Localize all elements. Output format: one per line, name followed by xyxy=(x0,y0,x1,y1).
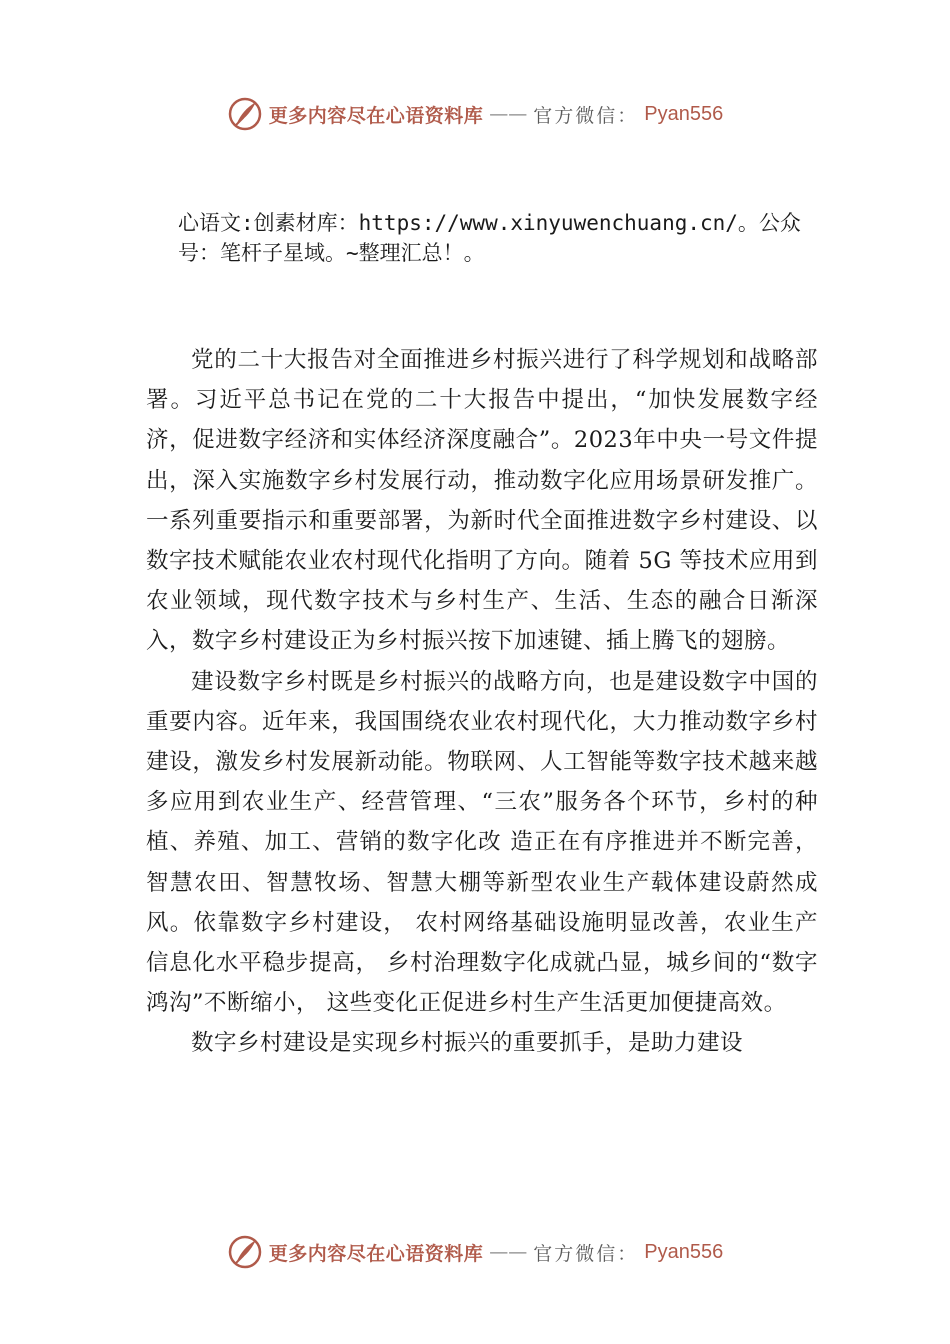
banner-separator: —— xyxy=(489,103,528,125)
source-note: 心语文:创素材库：https://www.xinyuwenchuang.cn/。公众号：笔杆子星域。~整理汇总！。 xyxy=(178,211,801,265)
wechat-label: 官方微信： xyxy=(533,104,639,127)
banner-separator: —— xyxy=(489,1241,528,1263)
article-paragraph-1: 党的二十大报告对全面推进乡村振兴进行了科学规划和战略部署。习近平总书记在党的二十大报告中提出，“加快发展数字经济，促进数字经济和实体经济深度融合”。2023年中央一号文件提出，深入实施数字乡村发展行动，推动数字化应用场景研发推广。一系列重要指示和重要部署，为新时代全面推进数字乡村建设、以数字技术赋能农业农村现代化指明了方向。随着 5G 等技术应用到农业领域，现代数字技术与乡村生产、生活、生态的融合日渐深入，数字乡村建设正为乡村振兴按下加速键、插上腾飞的翅膀。 xyxy=(146,347,818,655)
footer-banner xyxy=(0,1230,950,1274)
quill-pen-logo-icon xyxy=(227,1234,263,1270)
article-body xyxy=(146,340,818,1064)
header-banner-content xyxy=(227,96,724,132)
quill-pen-logo-icon xyxy=(227,96,263,132)
article-paragraph-3: 数字乡村建设是实现乡村振兴的重要抓手，是助力建设 xyxy=(191,1030,744,1057)
promo-text: 更多内容尽在心语资料库 xyxy=(268,1242,484,1265)
promo-text: 更多内容尽在心语资料库 xyxy=(268,104,484,127)
wechat-label: 官方微信： xyxy=(533,1242,639,1265)
header-banner xyxy=(0,92,950,136)
article-paragraph-2: 建设数字乡村既是乡村振兴的战略方向，也是建设数字中国的重要内容。近年来，我国围绕农业农村现代化，大力推动数字乡村建设，激发乡村发展新动能。物联网、人工智能等数字技术越来越多应用到农业生产、经营管理、“三农”服务各个环节，乡村的种植、养殖、加工、营销的数字化改 造正在有序推进并不断完善，智慧农田、智慧牧场、智慧大棚等新型农业生产载体建设蔚然成风。依靠数字乡村建设， 农村网络基础设施明显改善，农业生产信息化水平稳步提高， 乡村治理数字化成就凸显，城乡间的“数字鸿沟”不断缩小， 这些变化正促进乡村生产生活更加便捷高效。 xyxy=(146,668,818,1017)
wechat-id: Pyan556 xyxy=(644,1240,724,1263)
wechat-id: Pyan556 xyxy=(644,102,724,125)
footer-banner-content xyxy=(227,1234,724,1270)
